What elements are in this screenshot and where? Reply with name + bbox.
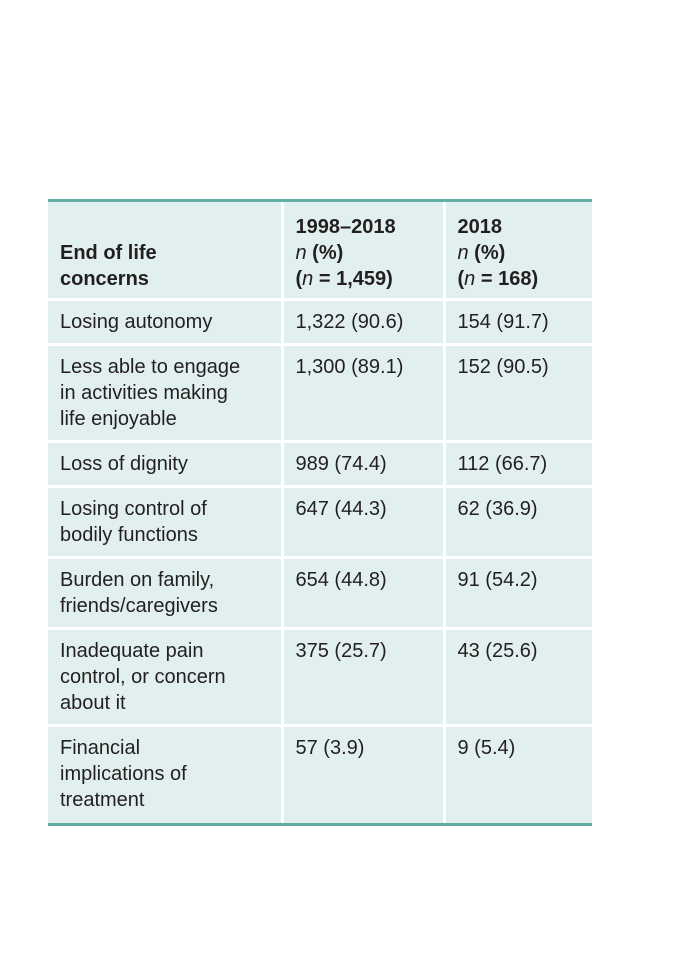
table-row [48, 442, 592, 487]
value-2018-cell: 112 (66.7) [444, 442, 592, 487]
concern-line: Loss of dignity [60, 453, 188, 475]
concern-line: Burden on family, [60, 569, 215, 591]
table-row [48, 629, 592, 726]
end-of-life-concerns-table [48, 199, 592, 826]
value-1998-2018-cell: 57 (3.9) [282, 726, 444, 824]
header-2018 [444, 202, 592, 300]
value-2018-cell: 43 (25.6) [444, 629, 592, 726]
header-1998-2018 [282, 202, 444, 300]
concern-line: bodily functions [60, 524, 198, 546]
value-1998-2018-cell: 654 (44.8) [282, 558, 444, 629]
concern-line: implications of [60, 763, 187, 785]
header-concerns-line: concerns [60, 268, 149, 290]
header-years: 1998–2018 [295, 216, 396, 238]
concern-line: treatment [60, 789, 145, 811]
value-2018-cell: 91 (54.2) [444, 558, 592, 629]
concern-line: Financial [60, 737, 141, 759]
concern-line: about it [60, 692, 126, 714]
concern-line: in activities making [60, 382, 228, 404]
header-concerns [48, 202, 282, 300]
table-row [48, 300, 592, 345]
value-2018-cell: 154 (91.7) [444, 300, 592, 345]
value-1998-2018-cell: 1,322 (90.6) [282, 300, 444, 345]
concern-cell [48, 442, 282, 487]
concern-line: friends/caregivers [60, 595, 218, 617]
value-2018-cell: 9 (5.4) [444, 726, 592, 824]
concern-cell [48, 558, 282, 629]
concern-line: Losing autonomy [60, 311, 213, 333]
concern-line: Less able to engage [60, 356, 241, 378]
table-row [48, 487, 592, 558]
concern-line: life enjoyable [60, 408, 177, 430]
value-1998-2018-cell: 647 (44.3) [282, 487, 444, 558]
concern-cell [48, 300, 282, 345]
header-concerns-line: End of life [60, 242, 157, 264]
header-total: (n = 1,459) [295, 268, 393, 290]
table-body [48, 300, 592, 824]
concern-cell [48, 487, 282, 558]
concern-cell [48, 629, 282, 726]
header-years: 2018 [457, 216, 502, 238]
value-2018-cell: 62 (36.9) [444, 487, 592, 558]
value-1998-2018-cell: 1,300 (89.1) [282, 345, 444, 442]
table-row [48, 726, 592, 824]
concern-line: Losing control of [60, 498, 207, 520]
table-row [48, 558, 592, 629]
header-total: (n = 168) [457, 268, 539, 290]
table-row [48, 345, 592, 442]
concern-cell [48, 345, 282, 442]
value-1998-2018-cell: 989 (74.4) [282, 442, 444, 487]
concern-cell [48, 726, 282, 824]
value-1998-2018-cell: 375 (25.7) [282, 629, 444, 726]
header-n-percent: n (%) [295, 242, 344, 264]
header-row [48, 202, 592, 300]
concern-line: control, or concern [60, 666, 226, 688]
header-n-percent: n (%) [457, 242, 506, 264]
concerns-table [48, 202, 592, 823]
value-2018-cell: 152 (90.5) [444, 345, 592, 442]
concern-line: Inadequate pain [60, 640, 204, 662]
